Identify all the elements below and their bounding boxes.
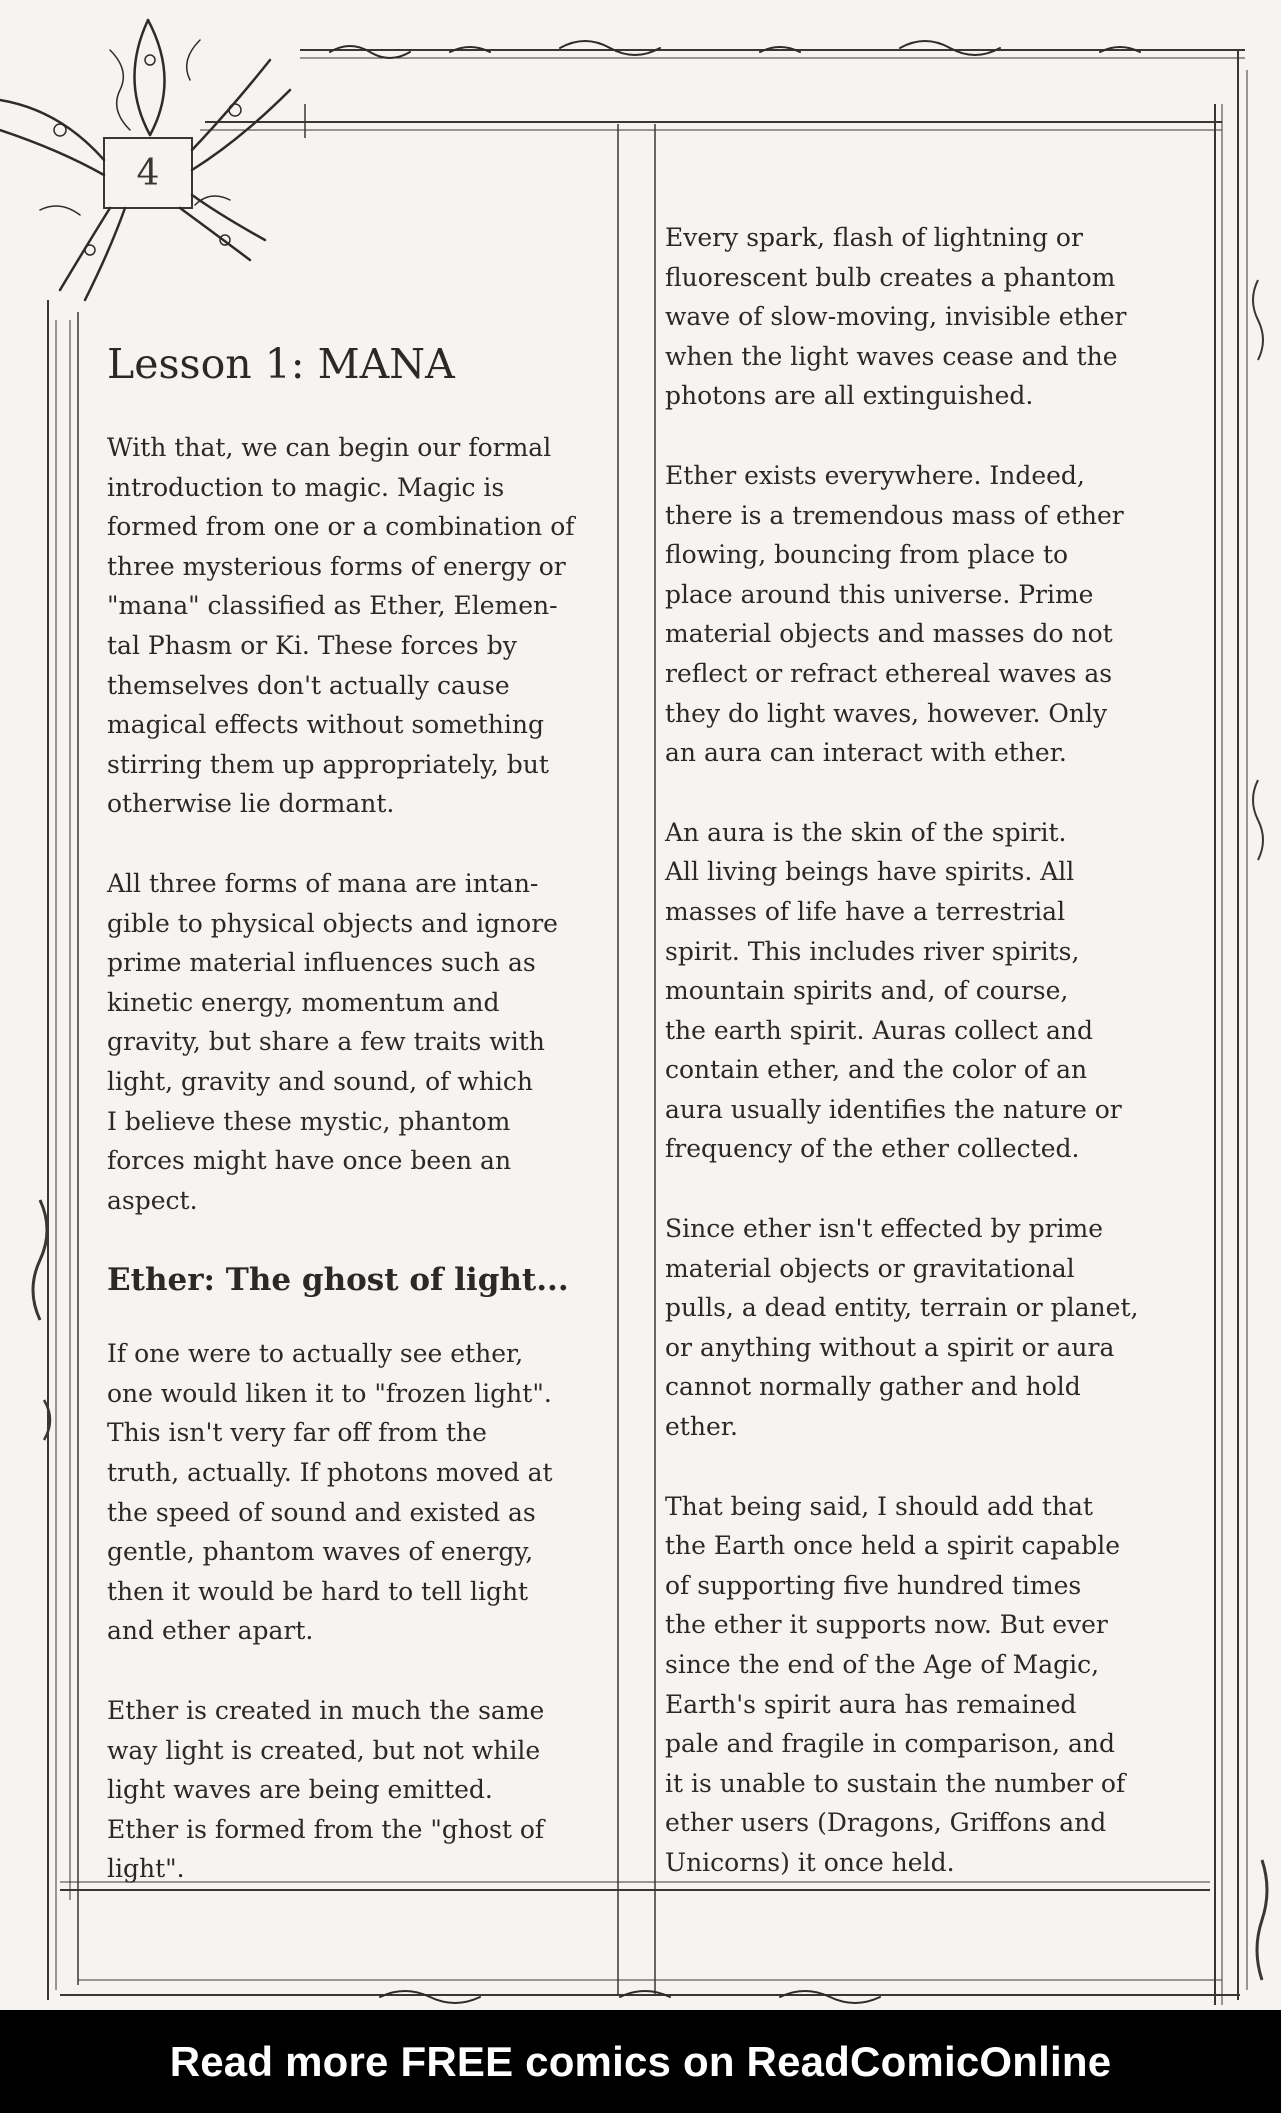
paragraph: Every spark, flash of lightning or fluorescent bulb creates a phantom wave of slow-moving, invisible ether when the light waves cease and the photons are all extinguished.	[665, 223, 1127, 411]
paragraph: That being said, I should add that the Earth once held a spirit capable of supporting five hundred times the ether it supports now. But ever since the end of the Age of Magic, Earth's spirit aura has remained pale and fragile in comparison, and it is unable to sustain the number of ether users (Dragons, Griffons and Unicorns) it once held.	[665, 1491, 1126, 1877]
paragraph: With that, we can begin our formal introduction to magic. Magic is formed from one or a combination of three mysterious forms of energy or "mana" classified as Ether, Elemen- tal Phasm or Ki. These forces by themselves don't actually cause magical effects without something stirring them up appropriately, but otherwise lie dormant.	[107, 433, 575, 819]
promo-banner-text[interactable]: Read more FREE comics on ReadComicOnline	[169, 2037, 1112, 2085]
left-column	[107, 428, 607, 1929]
paragraph: If one were to actually see ether, one would liken it to "frozen light". This isn't very far off from the truth, actually. If photons moved at the speed of sound and existed as gentle, phantom waves of energy, then it would be hard to tell light and ether apart.	[107, 1339, 553, 1646]
paragraph: An aura is the skin of the spirit. All living beings have spirits. All masses of life have a terrestrial spirit. This includes river spirits, mountain spirits and, of course, the earth spirit. Auras collect and contain ether, and the color of an aura usually identifies the nature or frequency of the ether collected.	[665, 817, 1122, 1164]
paragraph: Since ether isn't effected by prime material objects or gravitational pulls, a dead entity, terrain or planet, or anything without a spirit or aura cannot normally gather and hold ether.	[665, 1214, 1139, 1442]
promo-banner[interactable]	[0, 2010, 1281, 2113]
lesson-title: Lesson 1: MANA	[107, 340, 455, 388]
paragraph: Ether is created in much the same way light is created, but not while light waves are being emitted. Ether is formed from the "ghost of light".	[107, 1696, 545, 1884]
section-heading: Ether: The ghost of light...	[107, 1262, 569, 1299]
right-column	[665, 218, 1195, 1923]
page-number: 4	[136, 152, 160, 194]
paragraph: All three forms of mana are intan- gible to physical objects and ignore prime material influences such as kinetic energy, momentum and gravity, but share a few traits with light, gravity and sound, of which I believe these mystic, phantom forces might have once been an aspect.	[107, 868, 558, 1215]
paragraph: Ether exists everywhere. Indeed, there is a tremendous mass of ether flowing, bouncing from place to place around this universe. Prime material objects and masses do not reflect or refract ethereal waves as they do light waves, however. Only an aura can interact with ether.	[665, 460, 1124, 768]
